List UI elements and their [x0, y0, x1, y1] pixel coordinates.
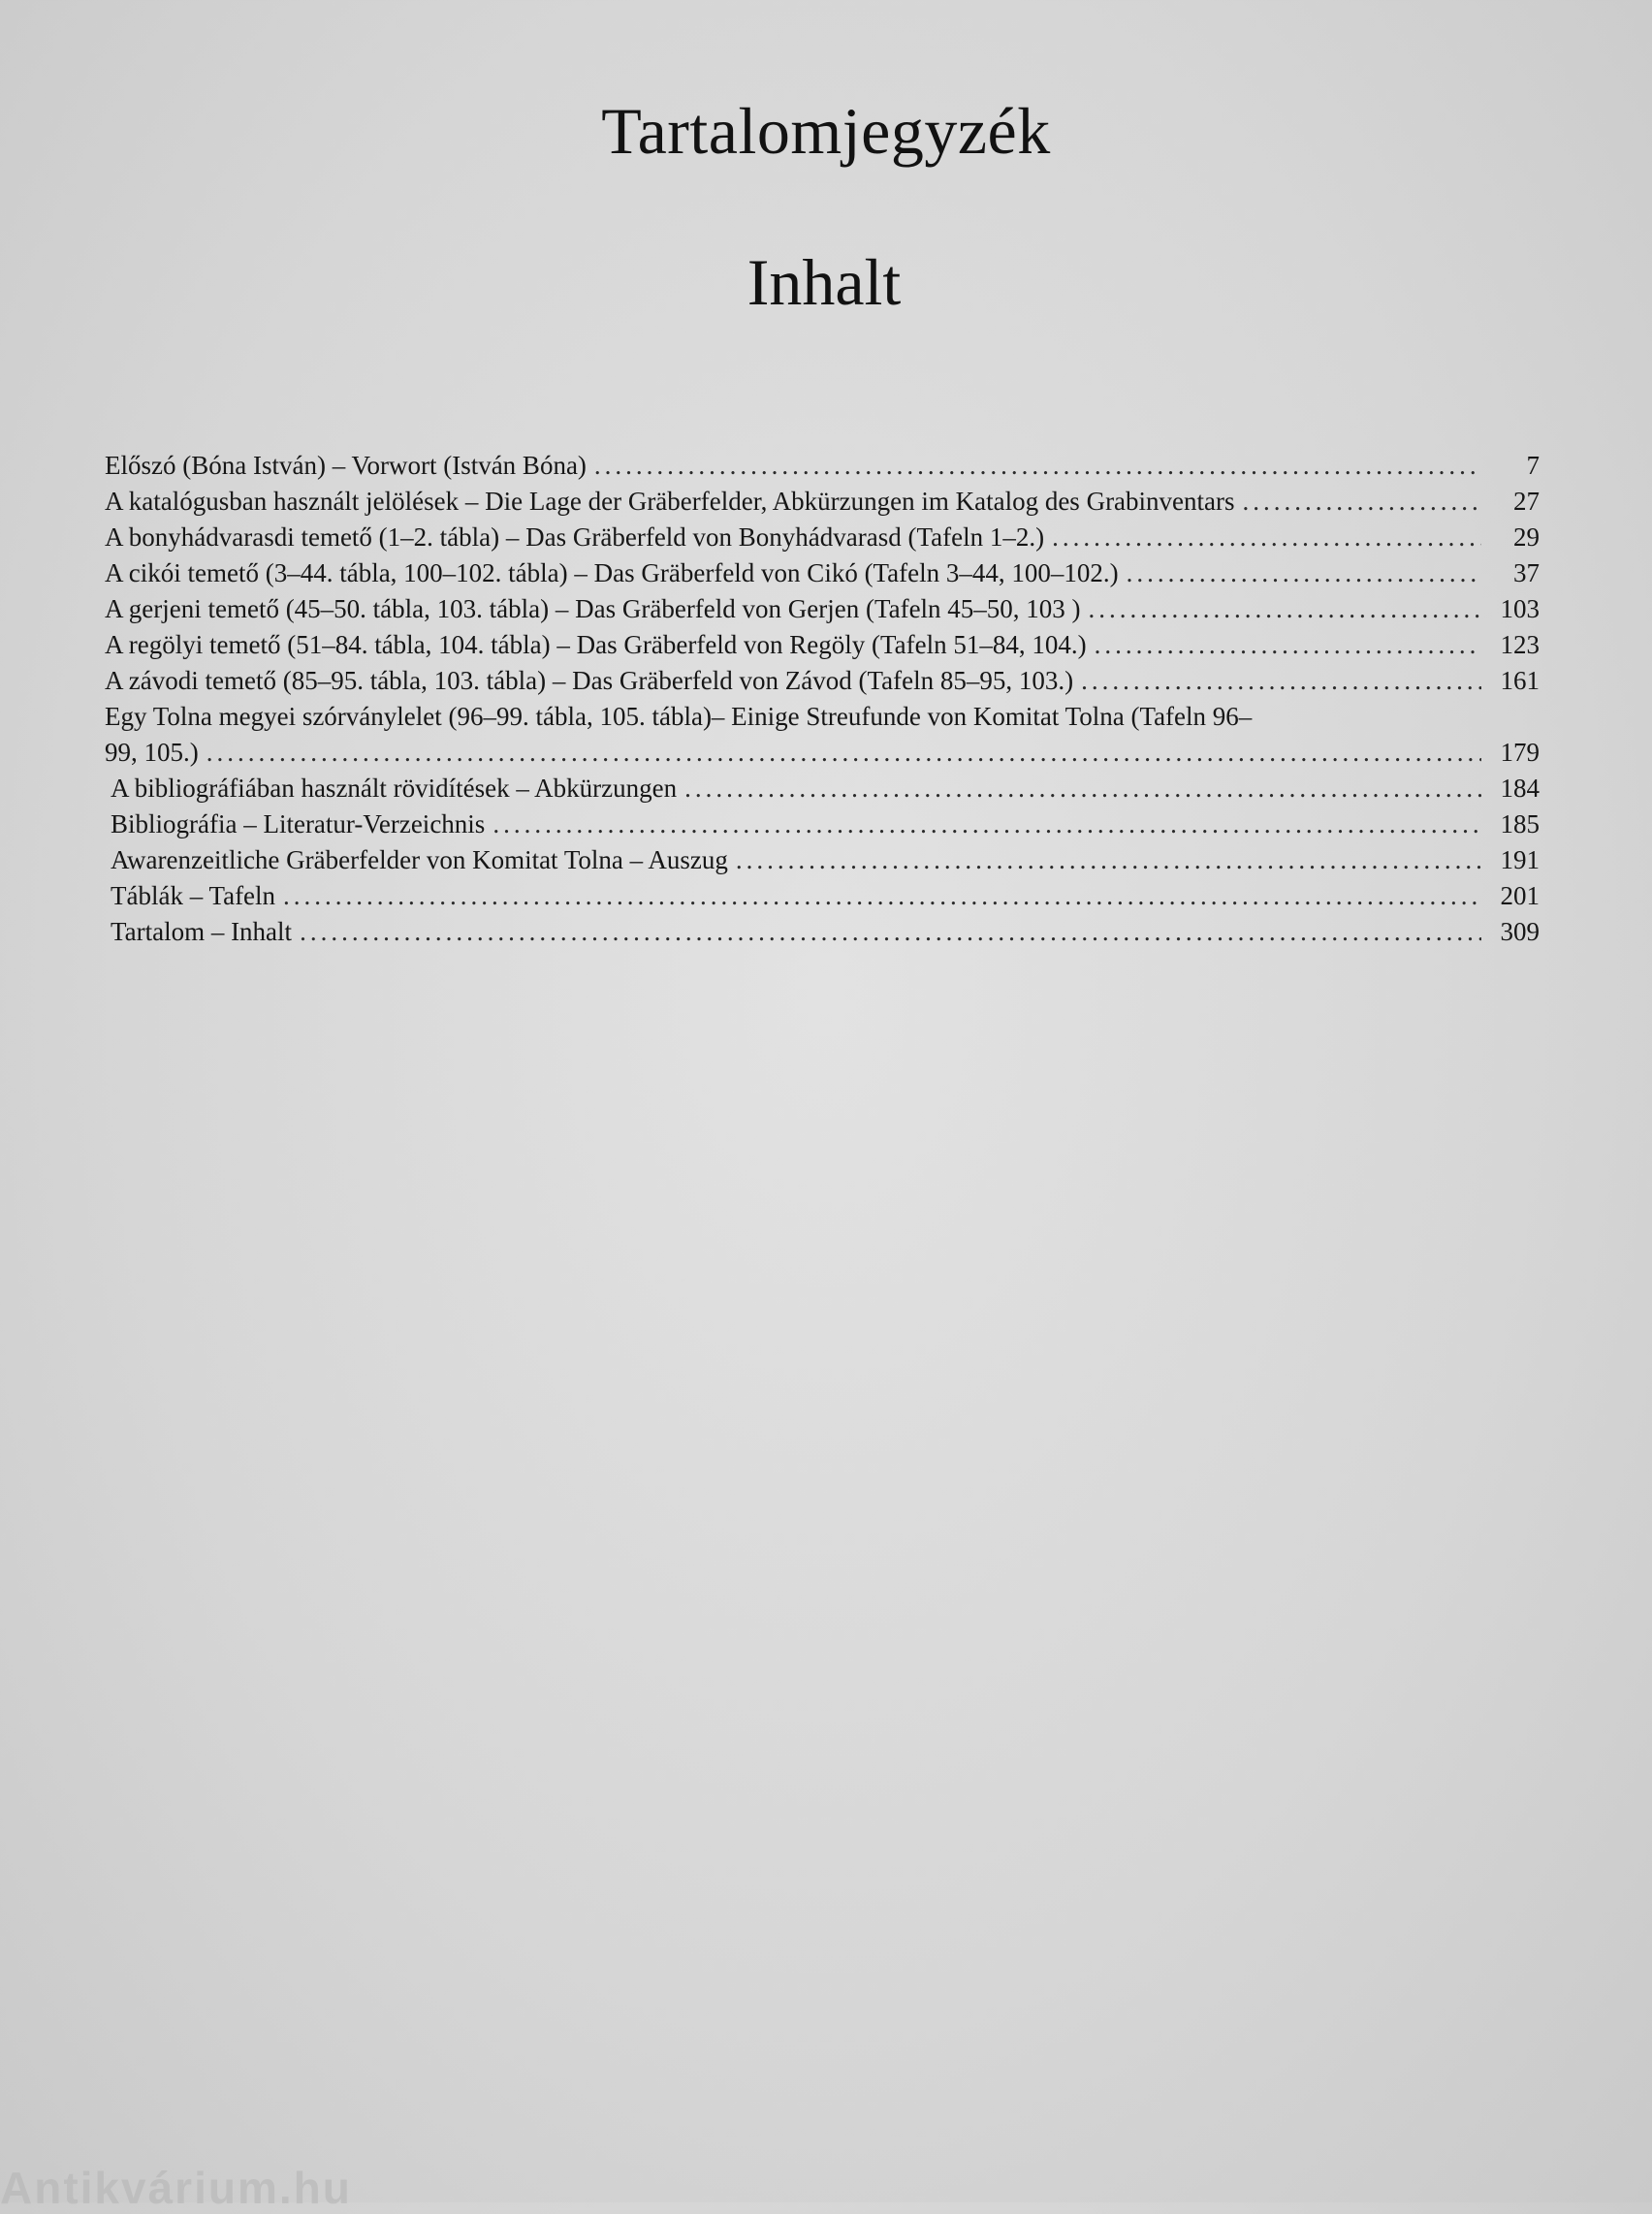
toc-entry	[105, 735, 1540, 771]
toc-entry	[105, 663, 1540, 699]
toc-entry-page: 37	[1513, 558, 1540, 587]
toc-entry	[105, 878, 1540, 914]
toc-entry-page: 7	[1526, 451, 1540, 480]
toc-entry-label: Táblák – Tafeln	[111, 881, 276, 910]
toc-entry	[105, 627, 1540, 663]
toc-entry-label: Tartalom – Inhalt	[111, 917, 293, 946]
toc-leader-dots	[1081, 663, 1481, 699]
toc-entry-label-line2: 99, 105.)	[105, 738, 199, 767]
toc-entry-label: A katalógusban használt jelölések – Die Lage der Gräberfelder, Abkürzungen im Katalog des Grabinventars	[105, 487, 1235, 516]
toc-entry-label: A závodi temető (85–95. tábla, 103. tábla) – Das Gräberfeld von Závod (Tafeln 85–95, 103.)	[105, 666, 1074, 695]
toc-entry-page: 184	[1500, 774, 1540, 803]
toc-entry	[105, 520, 1540, 555]
toc-entry-label: A bibliográfiában használt rövidítések – Abkürzungen	[111, 774, 678, 803]
toc-entry-page: 179	[1500, 738, 1540, 767]
toc-entry-page: 123	[1500, 630, 1540, 659]
page-title-hungarian: Tartalomjegyzék	[601, 94, 1051, 168]
toc-leader-dots	[1052, 520, 1481, 555]
toc-entry-page: 309	[1500, 917, 1540, 946]
toc-leader-dots	[1127, 555, 1481, 591]
toc-leader-dots	[594, 448, 1481, 484]
toc-entry-label: Előszó (Bóna István) – Vorwort (István Bóna)	[105, 451, 587, 480]
toc-leader-dots	[684, 771, 1481, 807]
table-of-contents	[105, 448, 1540, 950]
toc-entry	[105, 591, 1540, 627]
toc-entry-page: 191	[1500, 845, 1540, 874]
toc-entry	[105, 555, 1540, 591]
toc-leader-dots	[1095, 627, 1481, 663]
toc-entry-page: 29	[1513, 522, 1540, 552]
toc-leader-dots	[1243, 484, 1481, 520]
toc-entry-label: A regölyi temető (51–84. tábla, 104. tábla) – Das Gräberfeld von Regöly (Tafeln 51–84, 104.)	[105, 630, 1087, 659]
toc-entry	[105, 448, 1540, 484]
page-title-german: Inhalt	[747, 245, 902, 319]
toc-entry-page: 185	[1500, 809, 1540, 838]
toc-entry	[105, 771, 1540, 807]
toc-entry-label: A gerjeni temető (45–50. tábla, 103. tábla) – Das Gräberfeld von Gerjen (Tafeln 45–50, 103 )	[105, 594, 1081, 623]
toc-entry	[105, 484, 1540, 520]
toc-entry	[105, 914, 1540, 950]
toc-leader-dots	[492, 807, 1481, 842]
toc-entry-page: 27	[1513, 487, 1540, 516]
toc-leader-dots	[300, 914, 1481, 950]
toc-entry-label: Awarenzeitliche Gräberfelder von Komitat Tolna – Auszug	[111, 845, 728, 874]
toc-entry-page: 201	[1500, 881, 1540, 910]
toc-entry-page: 103	[1500, 594, 1540, 623]
toc-entry-label: Bibliográfia – Literatur-Verzeichnis	[111, 809, 486, 838]
toc-entry	[105, 807, 1540, 842]
toc-leader-dots	[283, 878, 1481, 914]
toc-entry-label-line1: Egy Tolna megyei szórványlelet (96–99. tábla, 105. tábla)– Einige Streufunde von Komitat Tolna (Tafeln 96–	[105, 702, 1253, 731]
watermark-text: Antikvárium.hu	[0, 2163, 352, 2213]
toc-leader-dots	[206, 735, 1481, 771]
toc-entry-label: A bonyhádvarasdi temető (1–2. tábla) – Das Gräberfeld von Bonyhádvarasd (Tafeln 1–2.)	[105, 522, 1045, 552]
toc-entry	[105, 842, 1540, 878]
toc-leader-dots	[1089, 591, 1481, 627]
toc-entry-label: A cikói temető (3–44. tábla, 100–102. tábla) – Das Gräberfeld von Cikó (Tafeln 3–44, 100–102.)	[105, 558, 1119, 587]
toc-entry-page: 161	[1500, 666, 1540, 695]
toc-leader-dots	[736, 842, 1481, 878]
